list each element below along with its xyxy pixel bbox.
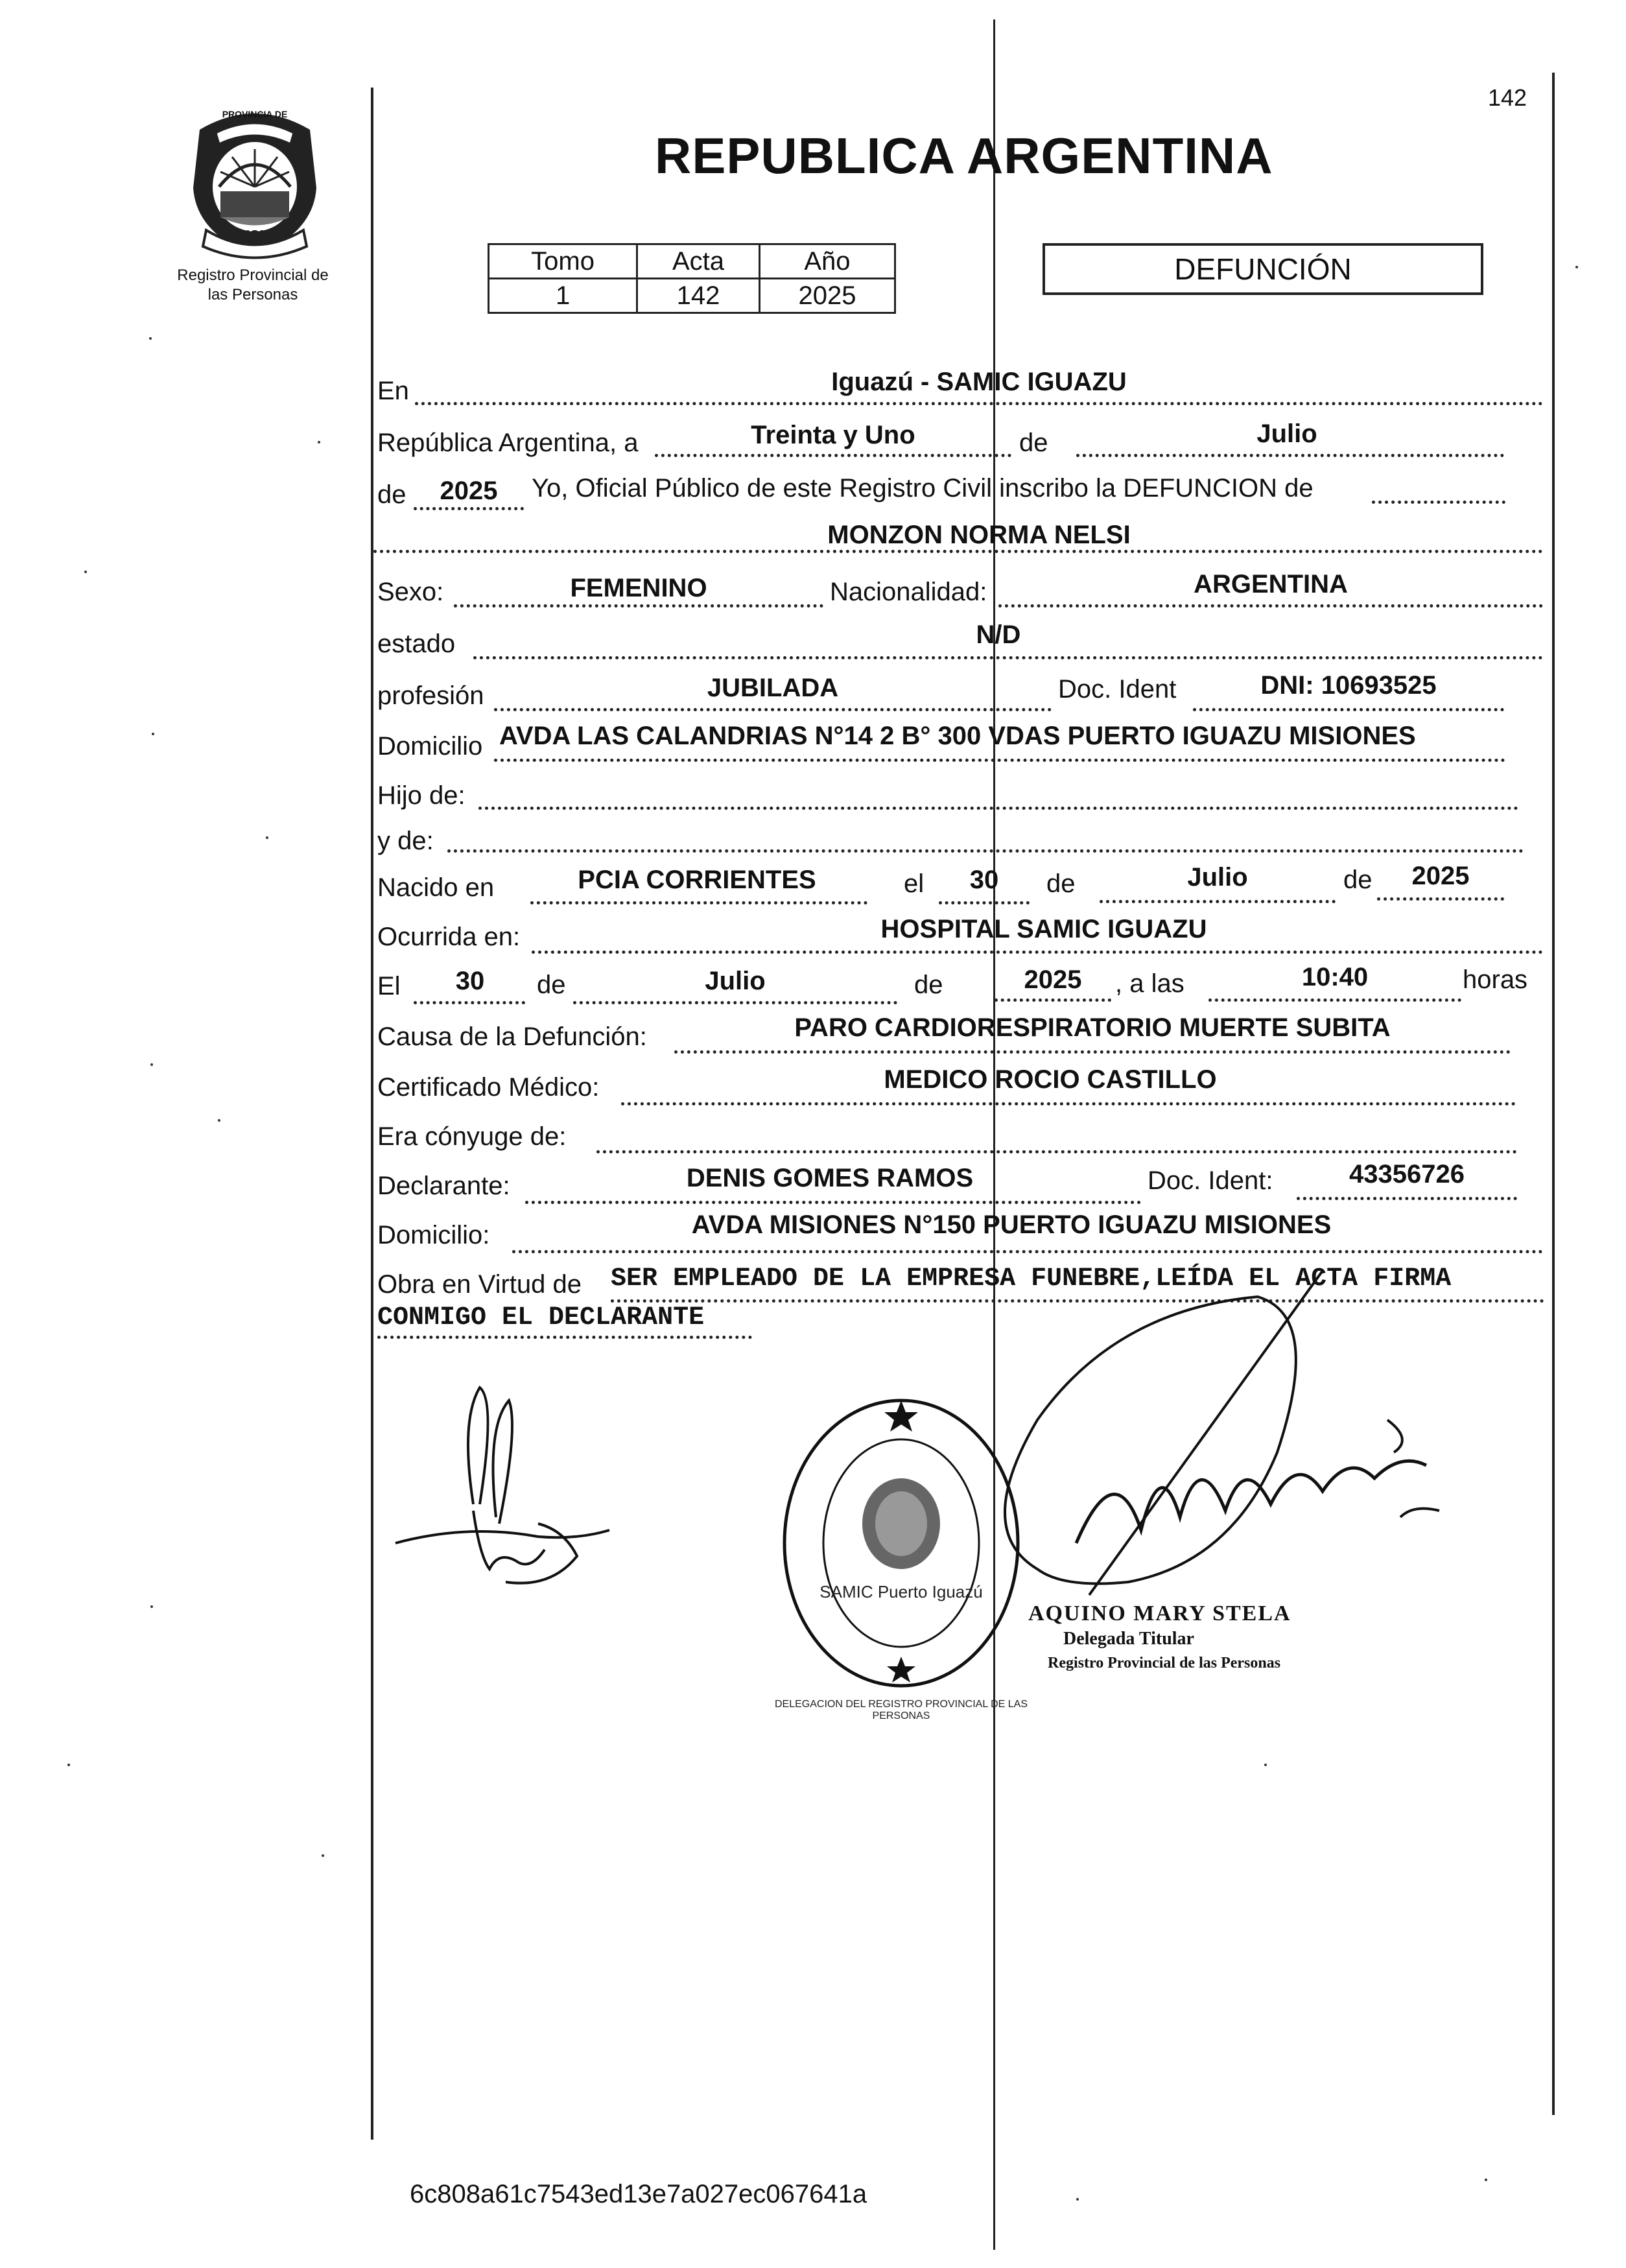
- volume-table: [488, 243, 896, 314]
- scan-speck: [318, 441, 320, 443]
- en-label: En: [377, 377, 409, 405]
- doc-type: DEFUNCIÓN: [1174, 252, 1352, 286]
- obra-dots-2: [377, 1336, 752, 1339]
- official-office: Registro Provincial de las Personas: [1048, 1655, 1281, 1671]
- dia-value: Treinta y Uno: [751, 421, 915, 449]
- certificado-dots: [621, 1102, 1516, 1105]
- document-title: REPUBLICA ARGENTINA: [655, 127, 1273, 184]
- hora-dots: [1208, 998, 1461, 1002]
- anio-value: 2025: [440, 477, 498, 505]
- yde-dots: [447, 849, 1524, 853]
- nacionalidad-value: ARGENTINA: [1194, 570, 1348, 598]
- scan-speck: [84, 571, 87, 573]
- seal-outer-text: DELEGACION DEL REGISTRO PROVINCIAL DE LAS PERSONAS: [774, 1699, 1028, 1721]
- doc-type-box: [1043, 243, 1483, 295]
- doc2-label: Doc. Ident:: [1148, 1166, 1273, 1195]
- profesion-value: JUBILADA: [707, 674, 839, 702]
- ocurrida-value: HOSPITAL SAMIC IGUAZU: [880, 915, 1207, 943]
- inscribo-dots: [1372, 501, 1505, 504]
- scan-speck: [266, 836, 268, 839]
- official-name: AQUINO MARY STELA: [1028, 1601, 1291, 1625]
- ocurrida-label: Ocurrida en:: [377, 923, 521, 951]
- scan-speck: [1264, 1764, 1267, 1766]
- scan-speck: [67, 1764, 70, 1766]
- scan-speck: [218, 1119, 220, 1122]
- nac-dia-dots: [939, 901, 1030, 904]
- scan-speck: [152, 733, 154, 735]
- nacido-value: PCIA CORRIENTES: [578, 866, 816, 894]
- registry-line-2: las Personas: [207, 286, 298, 303]
- en-dots: [415, 402, 1543, 405]
- obra-label: Obra en Virtud de: [377, 1270, 582, 1299]
- alas-label: , a las: [1115, 969, 1184, 998]
- estado-value: N/D: [976, 620, 1021, 649]
- obra-value-2: CONMIGO EL DECLARANTE: [377, 1303, 705, 1332]
- declarante-dots: [525, 1201, 1141, 1204]
- doc-label: Doc. Ident: [1058, 675, 1177, 703]
- nac-anio-dots: [1377, 897, 1504, 901]
- obra-value-1: SER EMPLEADO DE LA EMPRESA FUNEBRE,LEÍDA EL ACTA FIRMA: [611, 1264, 1452, 1293]
- el-label: el: [904, 869, 925, 898]
- domicilio2-value: AVDA MISIONES N°150 PUERTO IGUAZU MISIONES: [691, 1211, 1332, 1239]
- causa-label: Causa de la Defunción:: [377, 1022, 647, 1051]
- anio-header: Año: [759, 244, 895, 279]
- nac-de-label: de: [1046, 869, 1076, 898]
- mes-value: Julio: [1256, 419, 1317, 448]
- nac-mes-dots: [1100, 900, 1336, 903]
- ocurrida-dots: [532, 951, 1543, 954]
- scan-speck: [1076, 2198, 1079, 2201]
- tomo-value: 1: [489, 279, 637, 313]
- de-label: de: [1019, 429, 1048, 457]
- acta-header: Acta: [637, 244, 760, 279]
- scan-speck: [150, 1605, 153, 1608]
- conyuge-label: Era cónyuge de:: [377, 1122, 567, 1151]
- nacido-dots: [530, 901, 867, 904]
- official-signature: [985, 1258, 1478, 1621]
- scan-speck: [150, 1063, 153, 1066]
- declarante-label: Declarante:: [377, 1172, 510, 1200]
- anio-dots: [414, 507, 524, 510]
- hijo-dots: [478, 807, 1518, 810]
- emblem-bottom-text: MISIONES: [223, 228, 287, 242]
- el2-label: El: [377, 972, 401, 1000]
- registry-line-1: Registro Provincial de: [177, 266, 329, 284]
- doc-dots: [1193, 708, 1504, 711]
- left-margin-line: [371, 88, 373, 2140]
- declarant-signature: [383, 1375, 629, 1608]
- en-value: Iguazú - SAMIC IGUAZU: [831, 368, 1127, 396]
- doc2-value: 43356726: [1349, 1160, 1465, 1188]
- causa-dots: [674, 1050, 1511, 1054]
- republica-label: República Argentina, a: [377, 429, 639, 457]
- nacionalidad-dots: [998, 604, 1543, 608]
- def-mes-value: Julio: [705, 967, 766, 995]
- official-role: Delegada Titular: [1063, 1629, 1194, 1649]
- sexo-label: Sexo:: [377, 578, 444, 606]
- nacionalidad-label: Nacionalidad:: [830, 578, 987, 606]
- def-de2-label: de: [914, 971, 943, 999]
- de2-label: de: [377, 480, 406, 509]
- def-mes-dots: [573, 1001, 897, 1004]
- scan-speck: [1485, 2179, 1487, 2181]
- dia-dots: [655, 454, 1011, 457]
- seal-inner-text: SAMIC Puerto Iguazú: [819, 1582, 983, 1601]
- def-dia-value: 30: [455, 967, 485, 995]
- estado-label: estado: [377, 630, 456, 658]
- registry-name: [143, 266, 363, 305]
- domicilio-value: AVDA LAS CALANDRIAS N°14 2 B° 300 VDAS PUERTO IGUAZU MISIONES: [499, 722, 1416, 750]
- document-hash: 6c808a61c7543ed13e7a027ec067641a: [410, 2180, 867, 2208]
- hijo-label: Hijo de:: [377, 781, 465, 810]
- estado-dots: [473, 656, 1543, 659]
- scan-speck: [322, 1854, 324, 1857]
- yde-label: y de:: [377, 827, 434, 855]
- nac-de2-label: de: [1343, 866, 1373, 894]
- page-number: 142: [1488, 84, 1527, 111]
- scan-speck: [1575, 266, 1578, 268]
- nac-dia-value: 30: [969, 866, 999, 894]
- doc2-dots: [1297, 1197, 1517, 1200]
- emblem-top-text: PROVINCIA DE: [222, 109, 288, 119]
- acta-value: 142: [637, 279, 760, 313]
- nacido-label: Nacido en: [377, 873, 495, 902]
- declarante-value: DENIS GOMES RAMOS: [686, 1164, 974, 1192]
- nombre-value: MONZON NORMA NELSI: [827, 521, 1131, 549]
- domicilio2-dots: [512, 1250, 1543, 1253]
- domicilio-label: Domicilio: [377, 732, 483, 761]
- nombre-dots: [373, 550, 1543, 553]
- nac-mes-value: Julio: [1187, 863, 1248, 892]
- doc-value: DNI: 10693525: [1260, 671, 1437, 700]
- def-anio-dots: [995, 998, 1111, 1002]
- tomo-header: Tomo: [489, 244, 637, 279]
- def-dia-dots: [414, 1001, 525, 1004]
- profesion-dots: [494, 708, 1052, 711]
- scan-fold-line: [993, 19, 995, 2250]
- anio-value: 2025: [759, 279, 895, 313]
- nac-anio-value: 2025: [1411, 862, 1470, 890]
- causa-value: PARO CARDIORESPIRATORIO MUERTE SUBITA: [794, 1013, 1391, 1042]
- conyuge-dots: [596, 1150, 1517, 1153]
- domicilio-dots: [494, 759, 1505, 762]
- sexo-value: FEMENINO: [570, 574, 707, 602]
- horas-label: horas: [1463, 965, 1528, 994]
- def-de-label: de: [537, 971, 566, 999]
- certificado-value: MEDICO ROCIO CASTILLO: [884, 1065, 1217, 1094]
- hora-value: 10:40: [1301, 963, 1369, 991]
- inscribo-text: Yo, Oficial Público de este Registro Civil inscribo la DEFUNCION de: [532, 474, 1314, 502]
- mes-dots: [1076, 454, 1504, 457]
- scan-speck: [149, 337, 152, 340]
- right-margin-line: [1552, 73, 1555, 2115]
- profesion-label: profesión: [377, 681, 484, 710]
- domicilio2-label: Domicilio:: [377, 1221, 490, 1249]
- def-anio-value: 2025: [1024, 965, 1082, 994]
- certificado-label: Certificado Médico:: [377, 1073, 600, 1102]
- sexo-dots: [454, 604, 823, 608]
